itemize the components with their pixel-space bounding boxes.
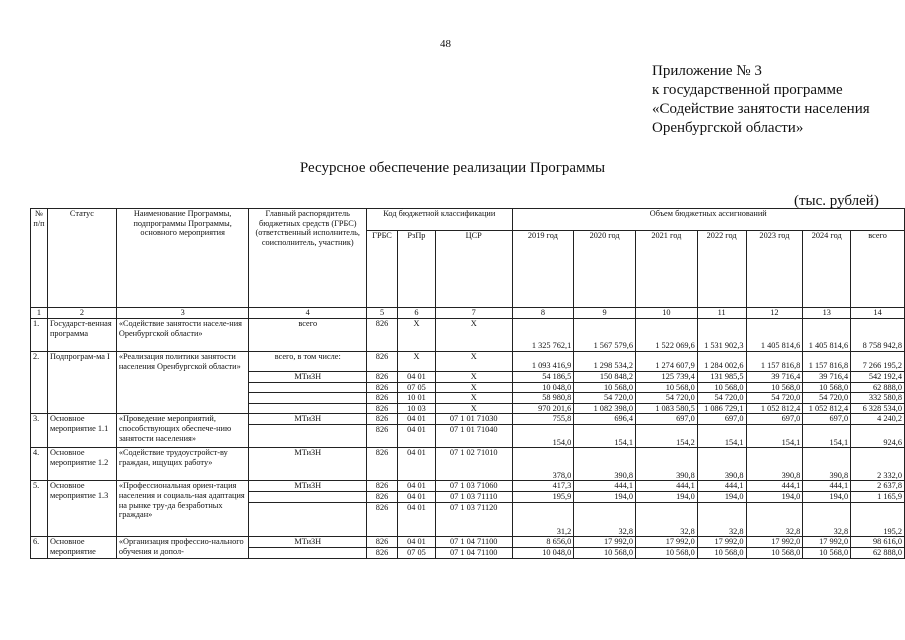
row-csr: Х — [435, 403, 512, 414]
value-2021: 444,1 — [636, 481, 698, 492]
row-num: 6. — [31, 537, 48, 558]
value-2022: 32,8 — [697, 503, 746, 537]
row-num: 1. — [31, 319, 48, 352]
value-2024: 54 720,0 — [803, 393, 851, 404]
value-2021: 154,2 — [636, 425, 698, 448]
row-grbs-main — [249, 382, 367, 393]
row-grbs-main: всего, в том числе: — [249, 352, 367, 372]
value-total: 98 616,0 — [851, 537, 905, 548]
row-csr: 07 1 04 71100 — [435, 537, 512, 548]
value-total: 62 888,0 — [851, 547, 905, 558]
page-number: 48 — [440, 38, 451, 50]
row-grbs-main: всего — [249, 319, 367, 352]
row-csr: 07 1 02 71010 — [435, 448, 512, 481]
value-total: 6 328 534,0 — [851, 403, 905, 414]
header-2024: 2024 год — [803, 231, 851, 308]
row-grbs: 826 — [367, 425, 398, 448]
row-rzpr: 07 05 — [398, 547, 436, 558]
value-2019: 1 325 762,1 — [512, 319, 574, 352]
value-2020: 444,1 — [574, 481, 636, 492]
row-rzpr: 07 05 — [398, 382, 436, 393]
header-2019: 2019 год — [512, 231, 574, 308]
value-2020: 194,0 — [574, 492, 636, 503]
col-number: 3 — [116, 308, 249, 319]
value-total: 195,2 — [851, 503, 905, 537]
value-2024: 1 405 814,6 — [803, 319, 851, 352]
row-name: «Профессиональная ориен-тация населения и социаль-ная адаптация на рынке тру-да безработных граждан» — [116, 481, 249, 537]
header-grbs: ГРБС — [367, 231, 398, 308]
row-grbs-main: МТиЗН — [249, 481, 367, 492]
value-2022: 444,1 — [697, 481, 746, 492]
value-2022: 154,1 — [697, 425, 746, 448]
value-2021: 32,8 — [636, 503, 698, 537]
row-rzpr: 04 01 — [398, 481, 436, 492]
value-2021: 54 720,0 — [636, 393, 698, 404]
value-2019: 970 201,6 — [512, 403, 574, 414]
header-grbs-main: Главный распорядитель бюджетных средств (ГРБС) (ответственный исполнитель, соисполнитель, участник) — [249, 209, 367, 308]
header-budget-group: Объем бюджетных ассигнований — [512, 209, 904, 231]
value-2019: 54 186,5 — [512, 372, 574, 383]
value-2021: 10 568,0 — [636, 547, 698, 558]
row-grbs: 826 — [367, 481, 398, 492]
row-csr: Х — [435, 319, 512, 352]
value-2019: 8 656,0 — [512, 537, 574, 548]
value-total: 2 332,0 — [851, 448, 905, 481]
value-2022: 17 992,0 — [697, 537, 746, 548]
row-rzpr: 10 03 — [398, 403, 436, 414]
row-grbs: 826 — [367, 382, 398, 393]
value-2019: 10 048,0 — [512, 382, 574, 393]
units-label: (тыс. рублей) — [794, 193, 879, 209]
row-grbs: 826 — [367, 503, 398, 537]
value-total: 7 266 195,2 — [851, 352, 905, 372]
row-num: 3. — [31, 414, 48, 448]
header-code-group: Код бюджетной классификации — [367, 209, 512, 231]
row-grbs-main — [249, 425, 367, 448]
row-name: «Содействие занятости населе-ния Оренбургской области» — [116, 319, 249, 352]
row-csr: 07 1 03 71110 — [435, 492, 512, 503]
row-csr: Х — [435, 372, 512, 383]
row-grbs-main: МТиЗН — [249, 537, 367, 548]
value-2024: 154,1 — [803, 425, 851, 448]
col-number: 6 — [398, 308, 436, 319]
value-2022: 10 568,0 — [697, 382, 746, 393]
row-csr: 07 1 03 71060 — [435, 481, 512, 492]
row-status: Государст-венная программа — [47, 319, 116, 352]
value-2024: 10 568,0 — [803, 382, 851, 393]
value-2022: 390,8 — [697, 448, 746, 481]
row-status: Основное мероприятие 1.1 — [47, 414, 116, 448]
document-title: Ресурсное обеспечение реализации Программы — [299, 160, 606, 176]
value-total: 2 637,8 — [851, 481, 905, 492]
col-number: 2 — [47, 308, 116, 319]
row-rzpr: Х — [398, 352, 436, 372]
header-csr: ЦСР — [435, 231, 512, 308]
appendix-line-4: Оренбургской области» — [652, 120, 804, 136]
row-csr: Х — [435, 393, 512, 404]
value-2023: 10 568,0 — [746, 547, 803, 558]
value-2023: 154,1 — [746, 425, 803, 448]
value-2023: 444,1 — [746, 481, 803, 492]
value-2020: 54 720,0 — [574, 393, 636, 404]
header-2022: 2022 год — [697, 231, 746, 308]
value-2020: 1 298 534,2 — [574, 352, 636, 372]
value-2020: 17 992,0 — [574, 537, 636, 548]
header-2023: 2023 год — [746, 231, 803, 308]
value-2021: 390,8 — [636, 448, 698, 481]
value-2022: 10 568,0 — [697, 547, 746, 558]
value-2021: 1 522 069,6 — [636, 319, 698, 352]
row-grbs: 826 — [367, 414, 398, 425]
resource-table — [30, 208, 905, 559]
header-num: № п/п — [31, 209, 48, 308]
value-total: 542 192,4 — [851, 372, 905, 383]
value-total: 1 165,9 — [851, 492, 905, 503]
header-status: Статус — [47, 209, 116, 308]
value-total: 4 240,2 — [851, 414, 905, 425]
table-row — [31, 537, 905, 548]
row-grbs: 826 — [367, 403, 398, 414]
row-grbs: 826 — [367, 393, 398, 404]
col-number: 10 — [636, 308, 698, 319]
row-grbs: 826 — [367, 352, 398, 372]
value-2021: 1 083 580,5 — [636, 403, 698, 414]
table-row — [31, 448, 905, 481]
value-total: 8 758 942,8 — [851, 319, 905, 352]
value-2023: 697,0 — [746, 414, 803, 425]
value-2024: 697,0 — [803, 414, 851, 425]
col-number: 8 — [512, 308, 574, 319]
value-2022: 194,0 — [697, 492, 746, 503]
value-2023: 1 405 814,6 — [746, 319, 803, 352]
value-2024: 194,0 — [803, 492, 851, 503]
value-2024: 1 157 816,8 — [803, 352, 851, 372]
table-row — [31, 352, 905, 372]
value-2021: 125 739,4 — [636, 372, 698, 383]
value-2019: 10 048,0 — [512, 547, 574, 558]
row-grbs: 826 — [367, 547, 398, 558]
row-csr: 07 1 03 71120 — [435, 503, 512, 537]
appendix-line-3: «Содействие занятости населения — [652, 101, 870, 117]
value-2019: 417,3 — [512, 481, 574, 492]
value-2023: 194,0 — [746, 492, 803, 503]
value-2023: 10 568,0 — [746, 382, 803, 393]
row-status: Основное мероприятие — [47, 537, 116, 558]
value-2024: 17 992,0 — [803, 537, 851, 548]
header-2020: 2020 год — [574, 231, 636, 308]
row-rzpr: 10 01 — [398, 393, 436, 404]
value-2024: 39 716,4 — [803, 372, 851, 383]
col-number: 7 — [435, 308, 512, 319]
row-grbs-main — [249, 492, 367, 503]
value-total: 924,6 — [851, 425, 905, 448]
value-2021: 17 992,0 — [636, 537, 698, 548]
value-2019: 154,0 — [512, 425, 574, 448]
row-grbs: 826 — [367, 372, 398, 383]
value-2022: 697,0 — [697, 414, 746, 425]
col-number: 11 — [697, 308, 746, 319]
value-total: 62 888,0 — [851, 382, 905, 393]
row-num: 5. — [31, 481, 48, 537]
value-2024: 1 052 812,4 — [803, 403, 851, 414]
col-number: 4 — [249, 308, 367, 319]
value-2020: 696,4 — [574, 414, 636, 425]
appendix-heading — [652, 62, 870, 138]
row-name: «Проведение мероприятий, способствующих обеспече-нию занятости населения» — [116, 414, 249, 448]
row-csr: 07 1 01 71030 — [435, 414, 512, 425]
table-row — [31, 319, 905, 352]
value-2022: 1 531 902,3 — [697, 319, 746, 352]
header-total: всего — [851, 231, 905, 308]
value-2023: 54 720,0 — [746, 393, 803, 404]
header-name: Наименование Программы, подпрограммы Программы, основного мероприятия — [116, 209, 249, 308]
row-rzpr: Х — [398, 319, 436, 352]
header-2021: 2021 год — [636, 231, 698, 308]
value-2024: 32,8 — [803, 503, 851, 537]
row-rzpr: 04 01 — [398, 537, 436, 548]
value-2023: 1 157 816,8 — [746, 352, 803, 372]
appendix-line-2: к государственной программе — [652, 82, 843, 98]
row-csr: Х — [435, 382, 512, 393]
row-name: «Реализация политики занятости населения Оренбургской области» — [116, 352, 249, 414]
row-grbs-main — [249, 403, 367, 414]
value-2024: 390,8 — [803, 448, 851, 481]
row-rzpr: 04 01 — [398, 372, 436, 383]
value-2019: 31,2 — [512, 503, 574, 537]
row-rzpr: 04 01 — [398, 492, 436, 503]
col-number: 9 — [574, 308, 636, 319]
value-2020: 390,8 — [574, 448, 636, 481]
value-2020: 154,1 — [574, 425, 636, 448]
value-2023: 17 992,0 — [746, 537, 803, 548]
value-2019: 1 093 416,9 — [512, 352, 574, 372]
row-status: Подпрограм-ма I — [47, 352, 116, 414]
value-2019: 195,9 — [512, 492, 574, 503]
value-2019: 755,8 — [512, 414, 574, 425]
row-csr: 07 1 04 71100 — [435, 547, 512, 558]
value-2022: 131 985,5 — [697, 372, 746, 383]
row-name: «Содействие трудоустройст-ву граждан, ищущих работу» — [116, 448, 249, 481]
row-status: Основное мероприятие 1.3 — [47, 481, 116, 537]
row-csr: Х — [435, 352, 512, 372]
row-num: 4. — [31, 448, 48, 481]
row-grbs: 826 — [367, 492, 398, 503]
value-2022: 54 720,0 — [697, 393, 746, 404]
value-2024: 10 568,0 — [803, 547, 851, 558]
value-2022: 1 086 729,1 — [697, 403, 746, 414]
row-rzpr: 04 01 — [398, 448, 436, 481]
value-2022: 1 284 002,6 — [697, 352, 746, 372]
row-csr: 07 1 01 71040 — [435, 425, 512, 448]
row-rzpr: 04 01 — [398, 425, 436, 448]
row-num: 2. — [31, 352, 48, 414]
row-grbs-main — [249, 547, 367, 558]
row-grbs: 826 — [367, 448, 398, 481]
value-2023: 390,8 — [746, 448, 803, 481]
row-grbs-main: МТиЗН — [249, 448, 367, 481]
value-2021: 1 274 607,9 — [636, 352, 698, 372]
table-row — [31, 481, 905, 492]
value-2019: 58 980,8 — [512, 393, 574, 404]
value-2020: 1 567 579,6 — [574, 319, 636, 352]
row-rzpr: 04 01 — [398, 414, 436, 425]
row-grbs-main — [249, 503, 367, 537]
value-2020: 10 568,0 — [574, 547, 636, 558]
row-rzpr: 04 01 — [398, 503, 436, 537]
value-2019: 378,0 — [512, 448, 574, 481]
row-grbs-main: МТиЗН — [249, 372, 367, 383]
col-number: 5 — [367, 308, 398, 319]
value-2021: 697,0 — [636, 414, 698, 425]
col-number: 13 — [803, 308, 851, 319]
row-name: «Организация профессио-нального обучения и допол- — [116, 537, 249, 558]
row-grbs: 826 — [367, 319, 398, 352]
value-2023: 1 052 812,4 — [746, 403, 803, 414]
value-2020: 32,8 — [574, 503, 636, 537]
value-2023: 32,8 — [746, 503, 803, 537]
col-number: 14 — [851, 308, 905, 319]
value-2020: 10 568,0 — [574, 382, 636, 393]
row-grbs: 826 — [367, 537, 398, 548]
value-2021: 194,0 — [636, 492, 698, 503]
value-2020: 150 848,2 — [574, 372, 636, 383]
col-number: 1 — [31, 308, 48, 319]
table-row — [31, 414, 905, 425]
value-2024: 444,1 — [803, 481, 851, 492]
value-2023: 39 716,4 — [746, 372, 803, 383]
row-grbs-main — [249, 393, 367, 404]
row-grbs-main: МТиЗН — [249, 414, 367, 425]
value-2021: 10 568,0 — [636, 382, 698, 393]
value-total: 332 580,8 — [851, 393, 905, 404]
header-rzpr: РзПр — [398, 231, 436, 308]
value-2020: 1 082 398,0 — [574, 403, 636, 414]
appendix-line-1: Приложение № 3 — [652, 63, 762, 79]
col-number: 12 — [746, 308, 803, 319]
row-status: Основное мероприятие 1.2 — [47, 448, 116, 481]
column-number-row — [31, 308, 905, 319]
